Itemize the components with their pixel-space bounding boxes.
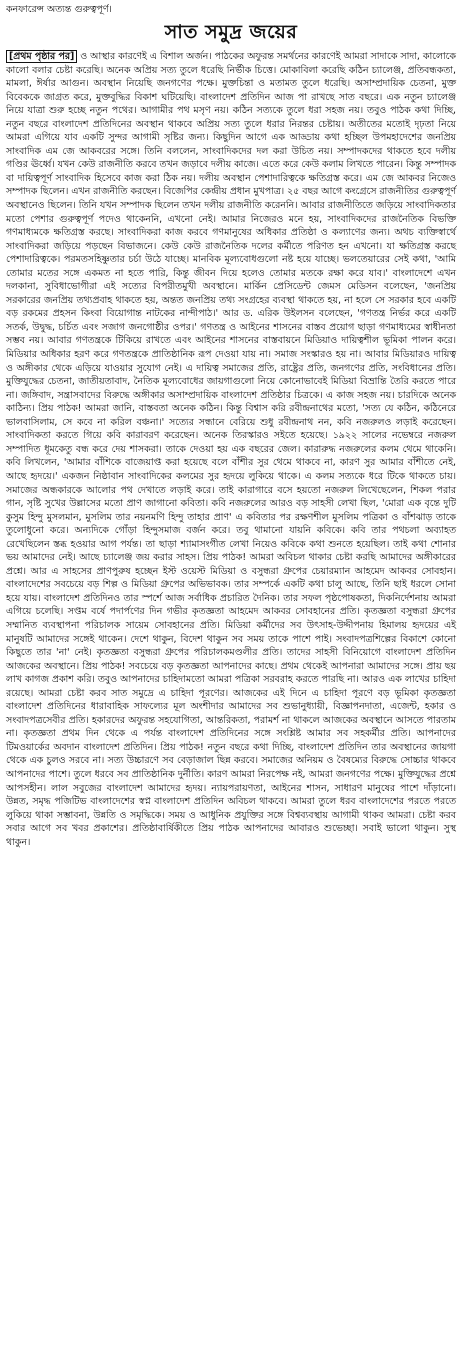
article-body-text: ও আস্থার কারণেই এ বিশাল অর্জন। পাঠকের অফুরন্ত সমর্থনের কারণেই আমরা সাদাকে সাদা, কালোকে কালো বলার চেষ্টা করেছি। অনেক অপ্রিয় সত্য তুলে ধরেছি নির্ভীক চিত্তে। মোকাবিলা করেছি কঠিন চ্যালেঞ্জ, প্রতিবন্ধকতা, মামলা, ঈর্ষার আগুন। অবস্থান নিয়েছি জনগণের পক্ষে। মুক্তচিন্তা ও মতামত তুলে ধরেছি। অসাম্প্রদায়িক চেতনা, মুক্ত বিবেককে জাগ্রত করে, মুক্তবুদ্ধির বিকাশ ঘটিয়েছি। বাংলাদেশ প্রতিদিন আজ পা রাখছে সাত বছরে। এক নতুন চ্যালেঞ্জ নিয়ে যাত্রা শুরু হচ্ছে নতুন পথের। আগামীর পথ মসৃণ নয়। কঠিন সত্যকে তুলে ধরা সহজ নয়। তবুও পাঠক কথা দিচ্ছি, নতুন বছরে বাংলাদেশ প্রতিদিনের অবস্থান থাকবে অপ্রিয় সত্য তুলে ধরার নিরন্তর চেষ্টায়। অতীতের মতোই দৃঢ়তা নিয়ে আমরা এগিয়ে যাব একটি সুন্দর আগামী সৃষ্টির জন্য। কিছুদিন আগে এক আড্ডায় কথা হচ্ছিল উপমহাদেশের জনপ্রিয় সাংবাদিক এম জে আকবরের সঙ্গে। তিনি বললেন, সাংবাদিকদের দল করা উচিত নয়। সম্পাদকদের থাকতে হবে দলীয় গণ্ডির ঊর্ধ্বে। যখন কেউ রাজনীতি করবে তখন জড়াবে দলীয় কাজে। এতে করে কেউ কলাম লিখতে পারেন। কিন্তু সম্পাদক বা দায়িত্বপূর্ণ সাংবাদিক হিসেবে কাজ করা ঠিক নয়। দলীয় অবস্থান পেশাদারিত্বকে ক্ষতিগ্রস্ত করে। এম জে আকবর নিজেও সম্পাদক ছিলেন। এখন রাজনীতি করছেন। বিজেপির কেন্দ্রীয় প্রধান মুখপাত্র। ২৫ বছর আগে কংগ্রেসে রাজনীতির গুরুত্বপূর্ণ অবস্থানেও ছিলেন। তিনি যখন সম্পাদক ছিলেন তখন দলীয় রাজনীতি করেননি। আবার রাজনীতিতে জড়িয়ে সাংবাদিকতার মতো পেশার গুরুত্বপূর্ণ পদেও থাকেননি, এখনো নেই। আমার নিজেরও মনে হয়, সাংবাদিকদের রাজনৈতিক বিভক্তি গণমাধ্যমকে ক্ষতিগ্রস্ত করছে। সাংবাদিকরা কাজ করবে গণমানুষের অধিকার প্রতিষ্ঠা ও কল্যাণের জন্য। অথচ ব্যক্তিস্বার্থে সাংবাদিকরা জড়িয়ে পড়ছেন বিভাজনে। কেউ কেউ রাজনৈতিক দলের কর্মীতে পরিণত হন এখনো। যা ক্ষতিগ্রস্ত করছে পেশাদারিত্বকে। পরমতসহিষ্ণুতার চর্চা উঠে যাচ্ছে। মানবিক মূল্যবোধগুলো নষ্ট হয়ে যাচ্ছে। ভলতেয়ারের সেই কথা, 'আমি তোমার মতের সঙ্গে একমত না হতে পারি, কিন্তু জীবন দিয়ে হলেও তোমার মতকে রক্ষা করে যাব।' বাংলাদেশে এখন দলকানা, সুবিধাভোগীরা এই সত্যের বিপরীতমুখী অবস্থানে। মার্কিন প্রেসিডেন্ট জেমস মেডিসন বলেছেন, 'জনপ্রিয় সরকারের জনপ্রিয় তথ্যপ্রবাহ থাকতে হয়, অন্তত জনপ্রিয় তথ্য সংগ্রহের ব্যবস্থা থাকতে হয়, না হলে সে সরকার হবে একটি বড় রকমের প্রহসন কিংবা বিয়োগান্ত নাটকের নান্দীপাঠ।' আর ড. এরিক উইলসন বলেছেন, 'গণতন্ত্র নির্ভর করে একটি সতর্ক, উদ্বুদ্ধ, চর্চিত এবং সজাগ জনগোষ্ঠীর ওপর।' গণতন্ত্র ও আইনের শাসনের বাস্তব প্রয়োগ ছাড়া গণমাধ্যমের স্বাধীনতা সম্ভব নয়। আবার গণতন্ত্রকে টিকিয়ে রাখতে এবং আইনের শাসনের বাস্তবায়নে মিডিয়াও দায়িত্বশীল ভূমিকা পালন করে। মিডিয়ার অধিকার হরণ করে গণতন্ত্রকে প্রাতিষ্ঠানিক রূপ দেওয়া যায় না। সমাজ সংস্কারও হয় না। আবার মিডিয়ারও দায়িত্ব ও অঙ্গীকার থেকে এড়িয়ে যাওয়ার সুযোগ নেই। এ দায়িত্ব সমাজের প্রতি, রাষ্ট্রের প্রতি, জনগণের প্রতি, সংবিধানের প্রতি। মুক্তিযুদ্ধের চেতনা, জাতীয়তাবাদ, নৈতিক মূল্যবোধের জায়গাগুলো নিয়ে কোনোভাবেই মিডিয়া বিভ্রান্তি তৈরি করতে পারে না। জঙ্গিবাদ, সন্ত্রাসবাদের বিরুদ্ধে অঙ্গীকার অসাম্প্রদায়িক বাংলাদেশ প্রতিষ্ঠার চিত্রকে। এ কাজ সহজ নয়। চারদিকে অনেক কাঠিন্য। প্রিয় পাঠক! আমরা জানি, বাস্তবতা অনেক কঠিন। কিন্তু বিশ্বাস করি রবীন্দ্রনাথের মতো, 'সত্য যে কঠিন, কঠিনেরে ভালবাসিলাম, সে কবে না করিল বঞ্চনা।' সত্যের সন্ধানে বেরিয়ে শুধু রবীন্দ্রনাথ নন, কবি নজরুলও লড়াই করেছেন। সাংবাদিকতা করতে গিয়ে কবি কারাবরণ করেছেন। অনেক তিরস্কারও সইতে হয়েছে। ১৯২২ সালের নভেম্বরে নজরুল সম্পাদিত ধূমকেতু বন্ধ করে দেয় শাসকরা। তাকে দেওয়া হয় এক বছরের জেল। কারারুদ্ধ নজরুলের কলম থেমে থাকেনি। কবি লিখলেন, 'আমার বাঁশিকে বাজেয়াপ্ত করা হয়েছে বলে বাঁশীর সুর থেমে থাকবে না, কারণ সুর আমার বাঁশীতে নেই, আছে হৃদয়ে।' একজন নিষ্ঠাবান সাংবাদিকের কলমের সুর হৃদয়ে লুকিয়ে থাকে। এ কলম সত্যকে ধরে টিকে থাকতে চায়। সমাজের অন্ধকারকে আলোর পথ দেখাতে লড়াই করে। তাই কারাগারে বসে হয়তো নজরুল লিখেছেলেন, শিকল পরার গান, সৃষ্টি সুখের উল্লাসের মতো প্রাণ জাগানো কবিতা। কবি নজরুলের আরও বড় সাহসী লেখা ছিল, 'মোরা এক বৃন্তে দুটি কুসুম হিন্দু মুসলমান, মুসলিম তার নয়নমণি হিন্দু তাহার প্রাণ' এ কবিতার পর রক্ষণশীল মুসলিম পত্রিকা ও বাঁশঝাড় তাকে তুলোধুনো করে। অন্যদিকে গোঁড়া হিন্দুসমাজ বর্জন করে। তবু থামানো যায়নি কবিকে। কবি তার পথচলা অব্যাহত রেখেছিলেন স্তব্ধ হওয়ার আগ পর্যন্ত। তা ছাড়া শ্যামাসংগীত লেখা নিয়েও কবিকে কথা শুনতে হয়েছিল। তাই কথা শোনার ভয় আমাদের নেই। আছে চ্যালেঞ্জ জয় করার সাহস। প্রিয় পাঠক! আমরা অবিচল থাকার চেষ্টা করছি আমাদের অঙ্গীকারের প্রশ্নে। আর এ সাহসের প্রাণপুরুষ হচ্ছেন ইস্ট ওয়েস্ট মিডিয়া ও বসুন্ধরা গ্রুপের চেয়ারম্যান আহমেদ আকবর সোবহান। বাংলাদেশের সবচেয়ে বড় শিল্প ও মিডিয়া গ্রুপের অভিভাবক। তার সম্পর্কে একটি কথা চালু আছে, তিনি ছাই ধরলে সোনা হয়ে যায়। বাংলাদেশ প্রতিদিনও তার স্পর্শে আজ সর্বাধিক প্রচারিত দৈনিক। তার সফল পৃষ্ঠপোষকতা, দিকনির্দেশনায় আমরা এগিয়ে চলেছি। সপ্তম বর্ষে পদার্পণের দিন গভীর কৃতজ্ঞতা আহমেদ আকবর সোবহানের প্রতি। কৃতজ্ঞতা বসুন্ধরা গ্রুপের সম্মানিত ব্যবস্থাপনা পরিচালক সায়েম সোবহানের প্রতি। মিডিয়া কর্মীদের সব উৎসাহ-উদ্দীপনায় হিমালয় হৃদয়ের এই মানুষটি আমাদের সঙ্গেই থাকেন। দেশে থাকুন, বিদেশ থাকুন সব সময় তাকে পাশে পাই। সংবাদপত্রশিল্পের বিকাশে কোনো কিছুতে তার 'না' নেই। কৃতজ্ঞতা বসুন্ধরা গ্রুপের পরিচালকমণ্ডলীর প্রতি। তাদের সাহসী বিনিয়োগে বাংলাদেশ প্রতিদিন আজকের অবস্থানে। প্রিয় পাঠক! সবচেয়ে বড় কৃতজ্ঞতা আপনাদের কাছে। প্রথম থেকেই আপনারা আমাদের সঙ্গে। প্রায় ছয় লাখ কাগজ প্রকাশ করি। তবুও আপনাদের চাহিদামতো আমরা পত্রিকা সরবরাহ করতে পারছি না। আরও এক লাখের চাহিদা রয়েছে। আমরা চেষ্টা করব সাত সমুদ্রে এ চাহিদা পূরণের। আজকের এই দিনে এ চাহিদা পূরণে বড় ভূমিকা কৃতজ্ঞতা বাংলাদেশ প্রতিদিনের ধারাবাহিক সাফল্যের মূল অংশীদার আমাদের সব শুভানুধ্যায়ী, বিজ্ঞাপনদাতা, এজেন্ট, হকার ও সংবাদপত্রসেবীর প্রতি। হকারদের অফুরন্ত সহযোগিতা, আন্তরিকতা, পরামর্শ না থাকলে আজকের অবস্থানে আসতে পারতাম না। কৃতজ্ঞতা প্রথম দিন থেকে এ পর্যন্ত বাংলাদেশ প্রতিদিনের সঙ্গে সংশ্লিষ্ট আমার সব সহকর্মীর প্রতি। আপনাদের টিমওয়ার্কের অবদান বাংলাদেশ প্রতিদিন। প্রিয় পাঠক! নতুন বছরে কথা দিচ্ছি, বাংলাদেশ প্রতিদিন তার অবস্থানের জায়গা থেকে এক চুলও সরবে না। সত্য উচ্চারণে সব বেড়াজাল ছিন্ন করবে। সমাজের অনিয়ম ও বৈষম্যের বিরুদ্ধে সোচ্চার থাকবে আপনাদের পাশে। তুলে ধরবে সব প্রাতিষ্ঠানিক দুর্নীতি। কারণ আমরা নিরপেক্ষ নই, আমরা জনগণের পক্ষে। মুক্তিযুদ্ধের প্রশ্নে আপসহীন। লাল সবুজের বাংলাদেশ আমাদের হৃদয়। ন্যায়পরায়ণতা, আইনের শাসন, সাধারণ মানুষের পাশে দাঁড়ানো। উন্নত, সমৃদ্ধ পজিটিভ বাংলাদেশের স্বপ্ন বাংলাদেশ প্রতিদিন অবিচল থাকবে। আমরা তুলে ধরব বাংলাদেশের পরতে পরতে লুকিয়ে থাকা সম্ভাবনা, উন্নতি ও সমৃদ্ধিকে। সময় ও আধুনিক প্রযুক্তির সঙ্গে বিশ্বব্যবস্থায় আগামী থাকব আমরা। চেষ্টা করব সবার আগে সব খবর প্রকাশের। প্রতিষ্ঠাবার্ষিকীতে প্রিয় পাঠক আপনাদের আবারও শুভেচ্ছা। সবাই ভালো থাকুন। সুস্থ থাকুন।: [6, 51, 456, 848]
article-title: সাত সমুদ্র জয়ের: [164, 21, 298, 43]
article-body: [6, 50, 456, 849]
continuation-label: [প্রথম পৃষ্ঠার পর]: [6, 50, 77, 63]
previous-article-spillover: কনফারেন্স অত্যন্ত গুরুত্বপূর্ণ।: [6, 4, 112, 15]
